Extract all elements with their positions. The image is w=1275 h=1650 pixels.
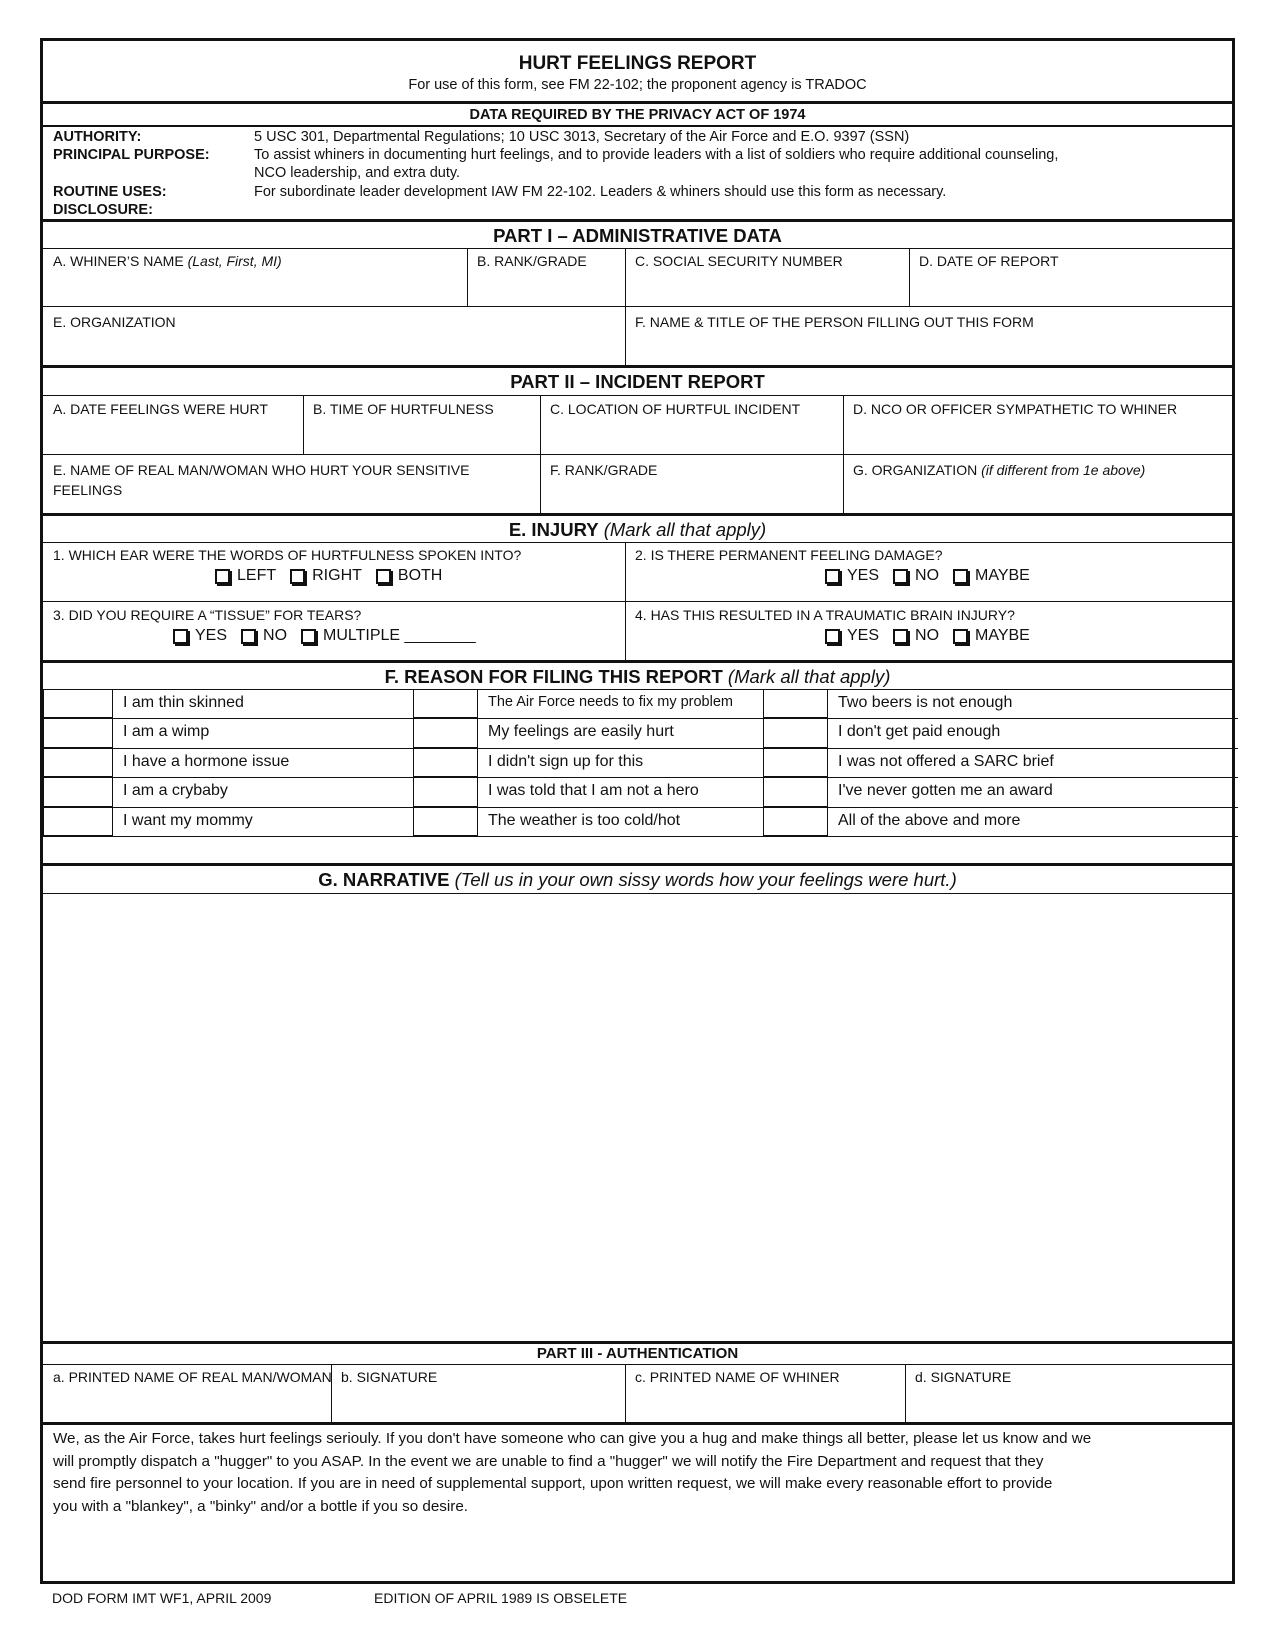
reason-checkbox[interactable]	[413, 777, 478, 806]
narrative-hint: (Tell us in your own sissy words how your feelings were hurt.)	[454, 869, 957, 890]
closing-line: We, as the Air Force, takes hurt feelings seriouly. If you don't have someone who can give you a hug and make things all better, please let us know and we	[53, 1430, 1092, 1447]
location-label: C. LOCATION OF HURTFUL INCIDENT	[550, 401, 801, 417]
reason-label: I want my mommy	[123, 811, 253, 829]
checkbox[interactable]	[301, 629, 316, 644]
q3-option-no[interactable]	[241, 627, 287, 645]
reasons-hint: (Mark all that apply)	[727, 666, 891, 687]
rank-grade-label: B. RANK/GRADE	[477, 253, 587, 269]
divider	[43, 306, 1232, 307]
whiner-printed-name-label: c. PRINTED NAME OF WHINER	[635, 1369, 840, 1385]
divider	[43, 219, 1232, 222]
closing-line: send fire personnel to your location. If you are in need of supplemental support, upon written request, we will make every reasonable effort to provide	[53, 1475, 1053, 1492]
divider	[43, 513, 1232, 516]
offender-org-hint: (if different from 1e above)	[981, 462, 1146, 478]
form-id: DOD FORM IMT WF1, APRIL 2009	[52, 1590, 272, 1606]
divider	[905, 1364, 906, 1422]
q2-option-maybe[interactable]	[953, 567, 1030, 585]
checkbox[interactable]	[825, 629, 840, 644]
part2-heading: PART II – INCIDENT REPORT	[510, 371, 765, 392]
divider	[43, 454, 1232, 455]
hurt-feelings-form	[40, 38, 1235, 1584]
closing-line: will promptly dispatch a "hugger" to you ASAP. In the event we are unable to find a "hugger" we will notify the Fire Department and request that they	[53, 1452, 1044, 1470]
reasons-title: F. REASON FOR FILING THIS REPORT	[384, 666, 723, 687]
report-date-label: D. DATE OF REPORT	[919, 253, 1059, 269]
option-label: MULTIPLE ________	[323, 627, 476, 644]
reason-checkbox[interactable]	[43, 718, 113, 747]
q4-label: 4. HAS THIS RESULTED IN A TRAUMATIC BRAIN INJURY?	[635, 607, 1015, 623]
whiner-name-hint: (Last, First, MI)	[187, 253, 282, 269]
injury-heading	[43, 519, 1232, 541]
real-person-name-label: a. PRINTED NAME OF REAL MAN/WOMAN	[53, 1369, 332, 1385]
part1-heading: PART I – ADMINISTRATIVE DATA	[493, 225, 782, 246]
checkbox[interactable]	[173, 629, 188, 644]
checkbox[interactable]	[376, 569, 391, 584]
offender-name-label: E. NAME OF REAL MAN/WOMAN WHO HURT YOUR SENSITIVE	[53, 462, 470, 478]
reason-label: I am a crybaby	[123, 782, 228, 800]
divider	[113, 777, 413, 778]
divider	[43, 1364, 1232, 1365]
reason-checkbox[interactable]	[413, 807, 478, 836]
checkbox[interactable]	[290, 569, 305, 584]
divider	[467, 248, 468, 306]
narrative-title: G. NARRATIVE	[318, 869, 450, 890]
divider	[478, 807, 763, 808]
checkbox[interactable]	[215, 569, 230, 584]
divider	[828, 777, 1238, 778]
option-label: YES	[847, 567, 880, 584]
divider	[478, 748, 763, 749]
reason-label: I have a hormone issue	[123, 752, 290, 770]
whiner-signature-label: d. SIGNATURE	[915, 1369, 1012, 1385]
privacy-heading: DATA REQUIRED BY THE PRIVACY ACT OF 1974	[469, 107, 806, 123]
form-title: HURT FEELINGS REPORT	[518, 53, 757, 74]
divider	[828, 748, 1238, 749]
offender-name-label-cont: FEELINGS	[53, 482, 123, 498]
option-label: NO	[915, 567, 940, 584]
divider	[43, 1341, 1232, 1344]
routine-uses-label: ROUTINE USES:	[53, 184, 167, 200]
edition-note: EDITION OF APRIL 1989 IS OBSELETE	[374, 1590, 628, 1606]
checkbox[interactable]	[241, 629, 256, 644]
preparer-field[interactable]	[635, 314, 1034, 330]
divider	[625, 1364, 626, 1422]
reason-label: I didn't sign up for this	[488, 752, 644, 770]
offender-name-field[interactable]	[53, 462, 469, 498]
date-hurt-label: A. DATE FEELINGS WERE HURT	[53, 401, 268, 417]
checkbox[interactable]	[825, 569, 840, 584]
purpose-text-cont: NCO leadership, and extra duty.	[254, 165, 461, 181]
sympathetic-nco-field[interactable]	[853, 401, 1177, 417]
narrative-heading	[43, 869, 1232, 891]
option-label: YES	[195, 627, 228, 644]
date-hurt-field[interactable]	[53, 401, 268, 417]
checkbox[interactable]	[953, 629, 968, 644]
rank-grade-field[interactable]	[477, 253, 587, 269]
reasons-heading	[43, 666, 1232, 688]
reason-label: I've never gotten me an award	[838, 782, 1053, 800]
q3-label: 3. DID YOU REQUIRE A “TISSUE” FOR TEARS?	[53, 607, 362, 623]
divider	[478, 718, 763, 719]
q1-option-both[interactable]	[376, 567, 442, 585]
report-date-field[interactable]	[919, 253, 1059, 269]
organization-label: E. ORGANIZATION	[53, 314, 176, 330]
divider	[303, 395, 304, 454]
q2-label: 2. IS THERE PERMANENT FEELING DAMAGE?	[635, 547, 943, 563]
q2-option-yes[interactable]	[825, 567, 879, 585]
reason-label: The weather is too cold/hot	[488, 811, 681, 829]
divider	[43, 542, 1232, 543]
divider	[43, 395, 1232, 396]
option-label: NO	[263, 627, 288, 644]
reason-checkbox[interactable]	[763, 807, 828, 836]
ssn-label: C. SOCIAL SECURITY NUMBER	[635, 253, 843, 269]
divider	[828, 718, 1238, 719]
checkbox[interactable]	[953, 569, 968, 584]
offender-org-field[interactable]	[853, 462, 1145, 478]
reason-checkbox[interactable]	[43, 748, 113, 777]
q4-option-maybe[interactable]	[953, 627, 1030, 645]
offender-rank-label: F. RANK/GRADE	[550, 462, 658, 478]
reason-label: I am thin skinned	[123, 694, 244, 711]
reason-label: I was told that I am not a hero	[488, 782, 699, 800]
narrative-textarea[interactable]	[43, 894, 1232, 1340]
q3-option-yes[interactable]	[173, 627, 227, 645]
reason-checkbox[interactable]	[413, 748, 478, 777]
q2-option-no[interactable]	[893, 567, 939, 585]
time-hurt-label: B. TIME OF HURTFULNESS	[313, 401, 494, 417]
whiner-name-label: A. WHINER’S NAME	[53, 253, 184, 269]
whiner-signature-field[interactable]	[915, 1369, 1011, 1385]
real-person-signature-field[interactable]	[341, 1369, 437, 1385]
purpose-label: PRINCIPAL PURPOSE:	[53, 147, 210, 163]
divider	[43, 101, 1232, 104]
authority-text: 5 USC 301, Departmental Regulations; 10 USC 3013, Secretary of the Air Force and E.O. 9397 (SSN)	[254, 129, 910, 145]
option-label: BOTH	[397, 567, 443, 584]
authority-label: AUTHORITY:	[53, 129, 142, 145]
purpose-text: To assist whiners in documenting hurt feelings, and to provide leaders with a list of soldiers who require additional counseling,	[254, 147, 1059, 163]
closing-line: you with a "blankey", a "binky" and/or a bottle if you so desire.	[53, 1497, 468, 1515]
q1-label: 1. WHICH EAR WERE THE WORDS OF HURTFULNESS SPOKEN INTO?	[53, 547, 522, 563]
q2-options	[825, 567, 1030, 585]
reason-label: Two beers is not enough	[838, 694, 1013, 711]
q4-options	[825, 627, 1030, 645]
reason-label: The Air Force needs to fix my problem	[488, 694, 733, 710]
reason-checkbox[interactable]	[763, 777, 828, 806]
injury-hint: (Mark all that apply)	[603, 519, 767, 540]
injury-title: E. INJURY	[508, 519, 599, 540]
divider	[43, 601, 1232, 602]
divider	[43, 248, 1232, 249]
organization-field[interactable]	[53, 314, 176, 330]
divider	[113, 748, 413, 749]
divider	[43, 660, 1232, 663]
sympathetic-nco-label: D. NCO OR OFFICER SYMPATHETIC TO WHINER	[853, 401, 1178, 417]
location-field[interactable]	[550, 401, 800, 417]
q1-option-right[interactable]	[290, 567, 362, 585]
q4-option-no[interactable]	[893, 627, 939, 645]
closing-statement	[53, 1428, 1226, 1518]
divider	[43, 863, 1232, 866]
reason-checkbox[interactable]	[413, 718, 478, 747]
reason-label: I was not offered a SARC brief	[838, 752, 1054, 770]
divider	[113, 807, 413, 808]
reason-checkbox[interactable]	[763, 689, 828, 718]
q4-option-yes[interactable]	[825, 627, 879, 645]
option-label: MAYBE	[975, 627, 1030, 644]
q3-options	[173, 627, 476, 645]
whiner-name-field[interactable]	[53, 253, 282, 269]
divider	[478, 777, 763, 778]
reason-checkbox[interactable]	[43, 807, 113, 836]
offender-org-label: G. ORGANIZATION	[853, 462, 978, 478]
divider	[43, 1422, 1232, 1425]
q1-options	[215, 567, 442, 585]
option-label: LEFT	[237, 567, 277, 584]
option-label: NO	[915, 627, 940, 644]
reason-checkbox[interactable]	[763, 718, 828, 747]
reason-label: I don't get paid enough	[838, 723, 1001, 741]
time-hurt-field[interactable]	[313, 401, 494, 417]
reason-checkbox[interactable]	[43, 777, 113, 806]
checkbox[interactable]	[893, 629, 908, 644]
divider	[43, 125, 1232, 127]
reason-checkbox[interactable]	[413, 689, 478, 718]
form-subtitle: For use of this form, see FM 22-102; the proponent agency is TRADOC	[408, 77, 867, 93]
disclosure-label: DISCLOSURE:	[53, 202, 153, 218]
q3-option-multiple[interactable]	[301, 627, 476, 645]
part3-heading: PART III - AUTHENTICATION	[536, 1345, 739, 1362]
reason-label: I am a wimp	[123, 723, 210, 741]
option-label: YES	[847, 627, 880, 644]
reason-label: All of the above and more	[838, 811, 1021, 829]
option-label: MAYBE	[975, 567, 1030, 584]
reason-checkbox[interactable]	[43, 689, 113, 718]
divider	[43, 365, 1232, 368]
preparer-label: F. NAME & TITLE OF THE PERSON FILLING OUT THIS FORM	[635, 314, 1034, 330]
divider	[113, 718, 413, 719]
checkbox[interactable]	[893, 569, 908, 584]
divider	[828, 807, 1238, 808]
real-person-name-field[interactable]	[53, 1369, 332, 1385]
ssn-field[interactable]	[635, 253, 843, 269]
q1-option-left[interactable]	[215, 567, 276, 585]
reason-label: My feelings are easily hurt	[488, 723, 674, 741]
whiner-printed-name-field[interactable]	[635, 1369, 840, 1385]
offender-rank-field[interactable]	[550, 462, 657, 478]
option-label: RIGHT	[312, 567, 362, 584]
reason-checkbox[interactable]	[763, 748, 828, 777]
routine-uses-text: For subordinate leader development IAW FM 22-102. Leaders & whiners should use this form as necessary.	[254, 184, 947, 200]
real-person-signature-label: b. SIGNATURE	[341, 1369, 438, 1385]
divider	[43, 836, 1232, 837]
divider	[909, 248, 910, 306]
divider	[43, 689, 1232, 690]
